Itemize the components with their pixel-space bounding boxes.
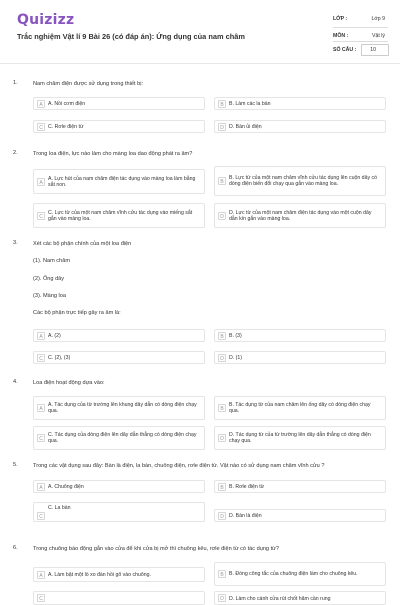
meta-grade-value: Lớp 9 bbox=[371, 16, 385, 22]
option-c[interactable] bbox=[33, 426, 205, 450]
question-number: 4. bbox=[13, 379, 18, 385]
option-text: B. Lực từ của một nam châm vĩnh cửu tác dụng lên cuộn dây có dòng điện biến đổi chạy qua gắn vào màng loa. bbox=[229, 174, 377, 187]
option-text: D. Bàn là điện bbox=[229, 512, 262, 519]
option-letter: A bbox=[37, 100, 45, 108]
option-text: A. Lực hút của nam châm điện tác dụng vào màng loa làm bằng sắt non. bbox=[48, 175, 196, 188]
meta-grade-label: LỚP : bbox=[333, 16, 348, 22]
option-letter: D bbox=[218, 123, 226, 131]
option-b[interactable] bbox=[214, 562, 386, 586]
option-text: B. (3) bbox=[229, 332, 242, 339]
question-number: 1. bbox=[13, 80, 18, 86]
option-a[interactable] bbox=[33, 480, 205, 493]
question-text: Trong loa điện, lực nào làm cho màng loa dao động phát ra âm? bbox=[33, 151, 193, 157]
option-text: A. Làm bật một lò xo đàn hồi gõ vào chuông. bbox=[48, 571, 151, 578]
option-letter: B bbox=[218, 483, 226, 491]
option-d[interactable] bbox=[214, 591, 386, 605]
option-letter: C bbox=[37, 212, 45, 220]
option-a[interactable] bbox=[33, 567, 205, 582]
option-letter: D bbox=[218, 354, 226, 362]
option-a[interactable] bbox=[33, 169, 205, 194]
option-c[interactable] bbox=[33, 351, 205, 364]
option-b[interactable] bbox=[214, 97, 386, 110]
option-letter: D bbox=[218, 594, 226, 602]
statement-line: (2). Ống dây bbox=[33, 276, 65, 282]
option-c[interactable] bbox=[33, 502, 205, 522]
meta-count-box bbox=[361, 44, 389, 56]
meta-separator-line bbox=[333, 27, 388, 28]
worksheet-header bbox=[0, 0, 400, 62]
option-text: D. Bàn ủi điện bbox=[229, 123, 262, 130]
question-text: Loa điện hoạt động dựa vào: bbox=[33, 380, 105, 386]
option-letter: C bbox=[37, 512, 45, 520]
question-text: Trong chuông báo động gắn vào cửa để khi cửa bị mở thì chuông kêu, rơle điện từ có tác dụng từ? bbox=[33, 546, 280, 552]
option-letter: A bbox=[37, 178, 45, 186]
option-c[interactable] bbox=[33, 591, 205, 605]
meta-count-label: SỐ CÂU : bbox=[333, 47, 357, 53]
option-text: D. Lực từ của một nam châm điện tác dụng vào một cuộn dây dẫn kín gắn vào màng loa. bbox=[229, 209, 372, 222]
option-text: A. (2) bbox=[48, 332, 61, 339]
option-letter: D bbox=[218, 434, 226, 442]
option-letter: A bbox=[37, 483, 45, 491]
option-text: A. Nồi cơm điện bbox=[48, 100, 86, 107]
statement-line: (3). Màng loa bbox=[33, 293, 66, 299]
option-letter: B bbox=[218, 177, 226, 185]
question-text: Nam châm điện được sử dụng trong thiết bị: bbox=[33, 81, 144, 87]
option-letter: B bbox=[218, 332, 226, 340]
option-letter: B bbox=[218, 100, 226, 108]
option-a[interactable] bbox=[33, 97, 205, 110]
meta-subject-value: Vật lý bbox=[372, 33, 385, 39]
question-number: 3. bbox=[13, 240, 18, 246]
meta-separator bbox=[333, 27, 388, 28]
option-text: C. Rơle điện từ bbox=[48, 123, 84, 130]
option-d[interactable] bbox=[214, 120, 386, 133]
option-text: B. Đóng công tắc của chuông điện làm cho chuông kêu. bbox=[229, 570, 358, 577]
option-letter: D bbox=[218, 512, 226, 520]
meta-separator bbox=[333, 41, 388, 42]
option-letter: A bbox=[37, 404, 45, 412]
option-text: C. (2), (3) bbox=[48, 354, 71, 361]
option-c[interactable] bbox=[33, 203, 205, 228]
option-text: D. (1) bbox=[229, 354, 242, 361]
option-letter: C bbox=[37, 123, 45, 131]
option-d[interactable] bbox=[214, 509, 386, 522]
question-number: 5. bbox=[13, 462, 18, 468]
option-text: C. Tác dụng của dòng điện lên dây dẫn thẳng có dòng điện chạy qua. bbox=[48, 431, 197, 444]
option-b[interactable] bbox=[214, 480, 386, 493]
question-number: 2. bbox=[13, 150, 18, 156]
quizizz-logo: Quizizz bbox=[17, 12, 75, 28]
option-b[interactable] bbox=[214, 329, 386, 342]
option-b[interactable] bbox=[214, 166, 386, 196]
option-d[interactable] bbox=[214, 351, 386, 364]
option-a[interactable] bbox=[33, 396, 205, 420]
statement-line: Các bộ phận trực tiếp gây ra âm là: bbox=[33, 310, 121, 316]
question-text: Xét các bộ phận chính của một loa điện bbox=[33, 241, 132, 247]
option-text: B. Rơle điện từ bbox=[229, 483, 265, 490]
option-letter: C bbox=[37, 434, 45, 442]
statement-line: (1). Nam châm bbox=[33, 258, 70, 264]
option-a[interactable] bbox=[33, 329, 205, 342]
option-d[interactable] bbox=[214, 203, 386, 228]
meta-separator-line bbox=[333, 41, 388, 42]
option-letter: A bbox=[37, 332, 45, 340]
question-text: Trong các vật dụng sau đây: Bàn là điện, la bàn, chuông điện, rơle điện từ. Vật nào có sử dụng nam châm vĩnh cửu ? bbox=[33, 463, 325, 469]
option-text: D. Tác dụng từ của từ trường lên dây dẫn thẳng có dòng điện chạy qua. bbox=[229, 431, 371, 444]
option-text: C. Lực từ của một nam châm vĩnh cửu tác dụng vào miếng sắt gắn vào màng loa. bbox=[48, 209, 193, 222]
option-b[interactable] bbox=[214, 396, 386, 420]
option-letter: B bbox=[218, 404, 226, 412]
meta-subject-label: MÔN : bbox=[333, 33, 349, 39]
option-letter: B bbox=[218, 570, 226, 578]
option-text: B. Làm các la bàn bbox=[229, 100, 271, 107]
option-c[interactable] bbox=[33, 120, 205, 133]
worksheet-title: Trắc nghiệm Vật lí 9 Bài 26 (có đáp án): Ứng dụng của nam châm bbox=[17, 32, 245, 41]
meta-count-value: 10 bbox=[370, 47, 376, 53]
question-number: 6. bbox=[13, 545, 18, 551]
option-letter: A bbox=[37, 571, 45, 579]
option-text: C. La bàn bbox=[48, 504, 71, 511]
option-text: B. Tác dụng từ của nam châm lên ống dây có dòng điện chạy qua. bbox=[229, 401, 371, 414]
option-text: A. Chuông điện bbox=[48, 483, 84, 490]
option-d[interactable] bbox=[214, 426, 386, 450]
option-letter: C bbox=[37, 354, 45, 362]
option-text: A. Tác dụng của từ trường lên khung dây dẫn có dòng điện chạy qua. bbox=[48, 401, 197, 414]
option-letter: C bbox=[37, 594, 45, 602]
header-divider bbox=[0, 63, 400, 64]
option-letter: D bbox=[218, 212, 226, 220]
option-text: D. Làm cho cánh cửa rút chốt hãm cần rung bbox=[229, 596, 331, 602]
